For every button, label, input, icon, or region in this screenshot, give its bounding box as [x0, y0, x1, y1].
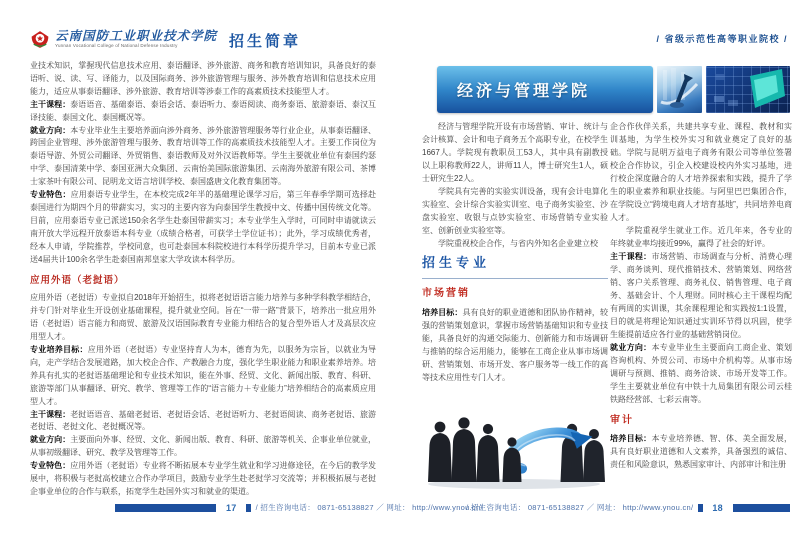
department-banner-title: 经济与管理学院 [457, 83, 591, 100]
footer-bar [115, 504, 216, 512]
marketing-goal [422, 306, 608, 384]
lao-intro: 应用外语（老挝语）专业拟自2018年开始招生，拟将老挝语语言能力培养与多种学科教学相结合，并专门针对毕业生开设创业基础课程，提升就业空间。旨在“一带一路”背景下，培养出一批应用外语（老挝语）语言能力和商贸、旅游及汉语国际教育专业能力相结合的复合型外语人才及高层次应用型人才。 [30, 293, 376, 342]
courses-label: 主干课程： [610, 252, 652, 261]
features-label: 专业特色： [30, 461, 71, 471]
employment-text: 主要面向外事、经贸、文化、新闻出版、教育、科研、旅游等机关、企事业单位就业，从事初级翻译、研究、教学及管理等工作。 [30, 435, 377, 458]
majors-heading-rule [422, 278, 608, 279]
lao-features [30, 460, 376, 499]
employment-label: 就业方向： [30, 125, 71, 135]
thai-features [30, 189, 376, 266]
features-text: 应用泰语专业学生，在本校完成2年半的基础理论课学习后，第三年春季学期可选择赴泰国进行为期四个月的带薪实习，实习的主要内容为向泰国学生教授中文、传播中国传统文化等。目前，应用泰语专业已派送150余名学生赴泰国带薪实习；本专业学生入学时，可同时申请就读云南开放大学远程开放泰语本科专业（成绩合格者，可获学士学位证书）；此外，学习成绩优秀者，经本人申请，学院推荐，学校同意，也可赴泰国本科院校进行本科学历提升学习，目前本专业已派送4届共计100余名学生赴泰国南邦皇家大学攻读本科学历。 [30, 190, 377, 264]
audit-major-title: 审计 [610, 415, 634, 426]
college-name-cn: 云南国防工业职业技术学院 [55, 28, 218, 43]
employment-label: 就业方向： [30, 435, 71, 445]
courses-text: 老挝语语音、基础老挝语、老挝语会话、老挝语听力、老挝语阅读、商务老挝语、旅游老挝语、老挝文化、老挝概况等。 [30, 409, 377, 432]
left-page-footer [0, 502, 483, 513]
page-number: 17 [226, 502, 237, 513]
thai-main-courses [30, 99, 376, 125]
right-page-footer [400, 502, 800, 513]
lao-section-title: 应用外语（老挝语） [30, 274, 125, 286]
college-name-en: Yunnan Vocational College of National Defense Industry [55, 43, 178, 48]
goal-label: 培养目标： [610, 434, 652, 443]
footer-contact-text: / 招生咨询电话： 0871-65138827 ／ 网址： http://www.ynou.cn/ [466, 503, 694, 512]
dept-intro-paragraph: 经济与管理学院开设有市场营销、审计、统计与会计核算、会计和电子商务五个高职专业，在校学生1667人。学院现有教职员工53人，其中具有副教授以上职称教师22人，讲师11人，博士研究生1人，硕士研究生22人。 [422, 122, 608, 183]
features-text: 应用外语（老挝语）专业将不断拓展本专业学生就业和学习进修途径，在今后的教学发展中，将积极与老挝高校建立合作办学项目，鼓励专业学生赴老挝学习交流等；并积极拓展与老挝企事业单位的合作与联系，拓宽学生赴国外实习和就业的渠道。 [30, 461, 377, 496]
lao-main-courses [30, 409, 376, 435]
thai-intro-continuation: 业技术知识，掌握现代信息技术应用、泰语翻译、涉外旅游、商务和教育培训知识，具备良好的泰语听、说、读、写、译能力，以及国际商务、涉外旅游管理与服务、涉外教育培训和信息技术应用能力，适应从事泰语翻译、涉外旅游、教育培训等涉泰工作的高素质技术技能型人才。 [30, 61, 376, 96]
audit-goal [610, 432, 792, 471]
employment-text: 本专业毕业生主要面向工商企业、策划咨询机构、外贸公司、市场中介机构等。从事市场调研与预测、推销、商务洽谈、市场开发等工作。学生主要就业单位有中铁十九局集团有限公司云桂铁路经营部、七彩云南等。 [610, 343, 793, 404]
goal-text: 本专业培养德、智、体、美全面发展，具有良好职业道德和人文素养，具备强烈的诚信、责任和风险意识，熟悉国家审计、内部审计和注册 [610, 434, 793, 469]
lao-goal [30, 344, 376, 409]
thai-employment [30, 125, 376, 190]
lao-employment [30, 434, 376, 460]
footer-square [246, 504, 251, 512]
dept-intro-paragraph: 学院重视校企合作，与省内外知名企业建立校 [438, 239, 598, 248]
business-team-photo [422, 394, 608, 490]
goal-label: 专业培养目标： [30, 345, 88, 355]
courses-text: 泰语语音、基础泰语、泰语会话、泰语听力、泰语阅读、商务泰语、旅游泰语、泰汉互译技能、泰国文化、泰国概况等。 [30, 99, 377, 122]
college-emblem-icon [30, 30, 50, 49]
left-page-body [30, 60, 376, 499]
department-banner [437, 66, 653, 113]
features-label: 专业特色： [30, 190, 71, 200]
college-name-block [55, 29, 217, 48]
page-number: 18 [712, 502, 723, 513]
courses-label: 主干课程： [30, 99, 71, 109]
employment-label: 就业方向： [610, 343, 652, 352]
right-page-slogan: / 省级示范性高等职业院校 / [656, 34, 788, 44]
footer-bar [733, 504, 790, 512]
chart-arrow-photo [657, 66, 702, 113]
right-page-column-1 [422, 120, 608, 494]
employment-text: 本专业毕业生主要培养面向涉外商务、涉外旅游管理服务等行业企业，从事泰语翻译、跨国企业管理、涉外旅游管理与服务、教育培训等工作的高素质技术技能型人才。主要工作岗位为泰语导游、外贸公司翻译、外贸销售、泰语教师及对外汉语教师等。学生主要就业单位有泰国约瑟中学、泰国清莱中学、泰国亚洲大众集团、云南怡美国际旅游集团、云南海外旅游有限公司、茶博士家茶叶有限公司、昆明龙文语言培训学校、泰国盛唐文化教育集团等。 [30, 125, 377, 187]
marketing-employment [610, 341, 792, 406]
left-page-header [30, 29, 301, 51]
dept-intro-paragraph: 学院重视学生就业工作。近几年来，各专业的年终就业率均接近99%，赢得了社会的好评。 [610, 226, 792, 248]
goal-text: 应用外语（老挝语）专业坚持育人为本，德育为先，以服务为宗旨，以就业为导向，走产学结合发展道路，加大校企合作、产教融合力度，强化学生职业能力和职业素养培养。培养具有扎实的老挝语基础理论和专业技术知识，能在外事、经贸、文化、新闻出版、教育、科研、旅游等部门从事翻译、研究、教学、管理等工作的“语言能力＋专业能力”培养相结合的高素质应用型人才。 [30, 345, 377, 406]
dept-intro-paragraph: 学院具有完善的实验实训设备，现有会计电算化实验室、会计综合实验实训室、电子商务实验室、沙盘实验室、收银与点钞实验室、市场营销专业实验室、创新创业实验室等。 [422, 187, 608, 235]
dept-intro-paragraph: 企合作伙伴关系，共建共享专业、课程、教材和实训基地，为学生校外实习和就业奠定了良好的基础。学院与昆明万益电子商务有限公司等单位签署校企合作协议，引企入校建设校内外实习基地，进行校企深度融合的人才培养探索和实践，提升了学生的职业素养和职业技能。与阿里巴巴集团合作，在学院设立“跨境电商人才培育基地”，共同培养电商人才。 [610, 122, 792, 222]
courses-label: 主干课程： [30, 409, 71, 419]
brochure-title: 招生简章 [229, 33, 302, 50]
goal-label: 培养目标： [422, 308, 463, 317]
marketing-courses [610, 250, 792, 341]
footer-square [698, 504, 703, 512]
footer-contact-text: / 招生咨询电话： 0871-65138827 ／ 网址： http://www.ynou.cn/ [255, 503, 483, 512]
marketing-major-title: 市场营销 [422, 288, 470, 299]
circuit-grid-photo [706, 66, 790, 113]
goal-text: 具有良好的职业道德和团队协作精神，较强的营销策划意识，掌握市场营销基础知识和专业技能，具备良好的沟通交际能力、创新能力和市场调研与推销的综合运用能力，能够在工商企业从事市场调研、营销策划、市场开发、客户服务等一线工作的高等技术应用性专门人才。 [422, 308, 609, 382]
right-page-column-2 [610, 120, 792, 471]
courses-text: 市场营销、市场调查与分析、消费心理学、商务谈判、现代推销技术、营销策划、网络营销、客户关系管理、商务礼仪、销售管理、电子商务、基础会计、个人理财。同时核心主干课程均配有两周的实训课，其余课程理论和实践按1:1设置，目的就是将理论知识通过实训环节得以巩固，使学生能提前适应各行业的基础营销岗位。 [610, 252, 793, 339]
majors-section-heading: 招生专业 [422, 255, 491, 270]
